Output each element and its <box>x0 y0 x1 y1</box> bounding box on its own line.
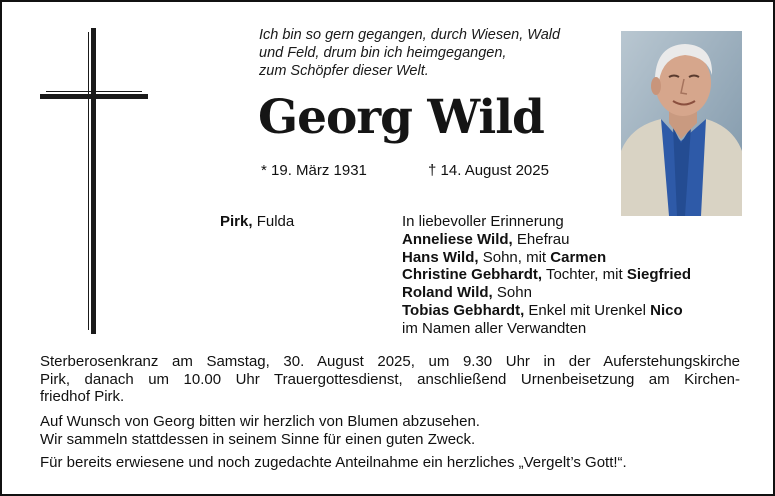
poem-line: zum Schöpfer dieser Welt. <box>259 63 429 79</box>
mourner-relation: Sohn, mit <box>482 248 547 266</box>
mourner-line <box>402 266 691 284</box>
mourner-name: Tobias Gebhardt, <box>402 301 525 319</box>
mourner-line <box>402 302 691 320</box>
mourner-relation: Sohn <box>496 284 532 302</box>
portrait-photo <box>621 31 742 216</box>
service-line: friedhof Pirk. <box>40 388 125 405</box>
mourner-partner: Nico <box>650 301 683 319</box>
deceased-name: Georg Wild <box>258 90 544 145</box>
mourner-partner: Carmen <box>550 248 607 266</box>
thanks-line: Für bereits erwiesene und noch zugedachte Anteilnahme ein herzliches „Vergelt’s Gott!“. <box>40 454 627 471</box>
mourner-relation: Ehefrau <box>516 230 570 248</box>
residence-district: Fulda <box>256 213 295 230</box>
mourners-outro: im Namen aller Verwandten <box>402 319 587 337</box>
mourner-relation: Enkel mit Urenkel <box>528 301 646 319</box>
mourner-name: Hans Wild, <box>402 248 479 266</box>
service-info <box>40 353 740 406</box>
donation-request <box>40 413 740 448</box>
residence <box>220 213 294 230</box>
mourner-relation: Tochter, mit <box>545 266 623 284</box>
mourner-partner: Siegfried <box>626 266 691 284</box>
poem-line: und Feld, drum bin ich heimgegangen, <box>259 45 507 61</box>
mourners-list <box>402 213 691 338</box>
poem-line: Ich bin so gern gegangen, durch Wiesen, Wald <box>259 27 561 43</box>
service-line: Pirk, danach um 10.00 Uhr Trauergottesdienst, anschließend Urnenbeisetzung am Kirchen- <box>40 370 740 388</box>
wish-line: Auf Wunsch von Georg bitten wir herzlich von Blumen abzusehen. <box>40 413 480 430</box>
mourner-line <box>402 249 691 267</box>
mourner-line <box>402 231 691 249</box>
death-date: † 14. August 2025 <box>428 162 549 179</box>
mourner-name: Anneliese Wild, <box>402 230 513 248</box>
service-line: Sterberosenkranz am Samstag, 30. August 2025, um 9.30 Uhr in der Auferstehungskirche <box>40 353 740 370</box>
poem <box>259 26 599 80</box>
mourners-intro: In liebevoller Erinnerung <box>402 213 564 230</box>
mourner-name: Roland Wild, <box>402 284 493 302</box>
mourner-name: Christine Gebhardt, <box>402 266 543 284</box>
wish-line: Wir sammeln stattdessen in seinem Sinne für einen guten Zweck. <box>40 430 476 448</box>
birth-date: * 19. März 1931 <box>261 162 367 179</box>
residence-town: Pirk, <box>220 213 253 230</box>
mourner-line <box>402 284 691 302</box>
